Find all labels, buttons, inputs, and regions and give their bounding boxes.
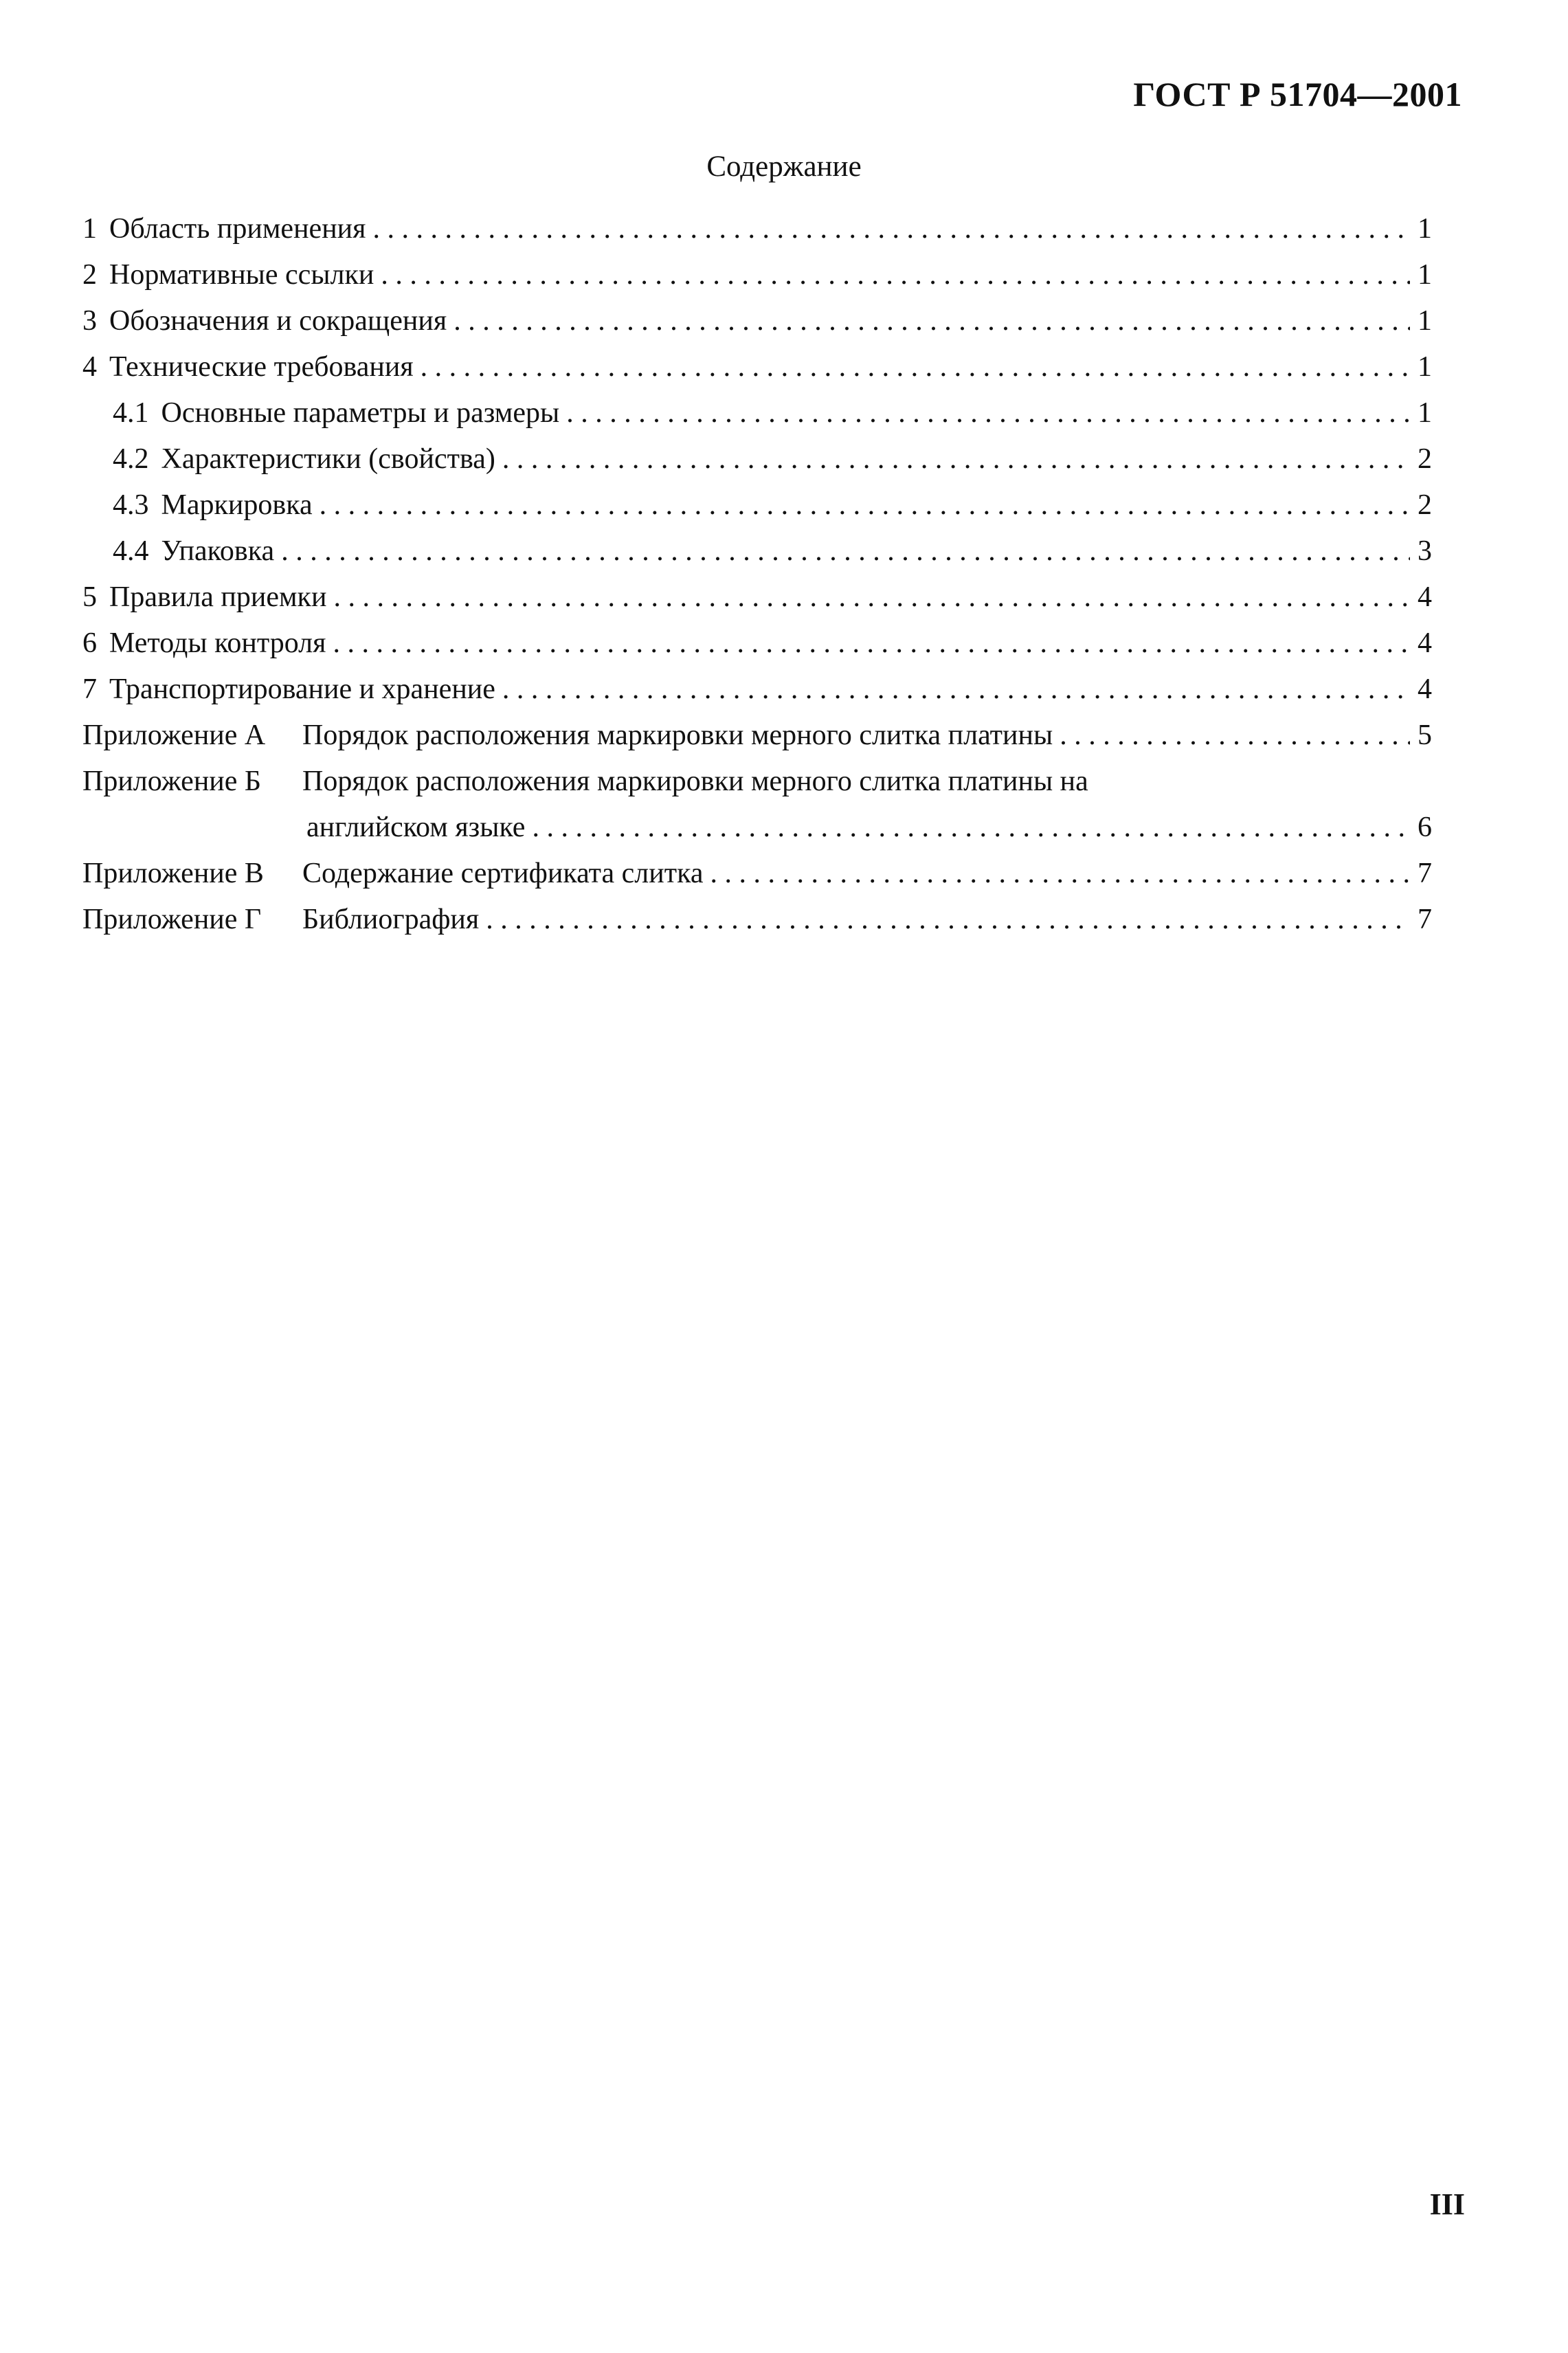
appendix-prefix: Приложение В xyxy=(82,858,264,889)
standard-code: ГОСТ Р 51704—2001 xyxy=(1133,75,1462,113)
toc-entry-2[interactable] xyxy=(82,258,1432,304)
dot-leader xyxy=(566,397,1410,430)
toc-entry-title: Обозначения и сокращения xyxy=(109,305,447,337)
dot-leader xyxy=(1060,719,1410,752)
toc-entry-page: 4 xyxy=(1418,627,1432,659)
toc-entry-4-1[interactable] xyxy=(82,397,1432,443)
toc-entry-4-3[interactable] xyxy=(82,489,1432,535)
toc-entry-number: 4.1 xyxy=(113,397,149,429)
toc-entry-page: 1 xyxy=(1418,259,1432,291)
toc-entry-number: 3 xyxy=(82,305,97,337)
toc-entry-title: Нормативные ссылки xyxy=(109,259,374,291)
toc-entry-title: Технические требования xyxy=(109,351,414,383)
toc-appendix-b-continuation[interactable] xyxy=(82,811,1432,857)
toc-entry-page: 1 xyxy=(1418,351,1432,383)
toc-entry-page: 1 xyxy=(1418,213,1432,245)
toc-entry-title: Основные параметры и размеры xyxy=(161,397,560,429)
dot-leader xyxy=(486,903,1410,936)
appendix-prefix: Приложение Б xyxy=(82,766,262,797)
toc-entry-page: 2 xyxy=(1418,443,1432,475)
toc-entry-page: 7 xyxy=(1418,858,1432,889)
toc-entry-title: Характеристики (свойства) xyxy=(161,443,495,475)
dot-leader xyxy=(381,258,1410,291)
toc-entry-page: 7 xyxy=(1418,904,1432,935)
appendix-title: Порядок расположения маркировки мерного слитка платины на xyxy=(302,766,1088,797)
appendix-title-continuation: английском языке xyxy=(306,812,526,843)
toc-entry-title: Транспортирование и хранение xyxy=(109,673,495,705)
toc-entry-number: 6 xyxy=(82,627,97,659)
toc-entry-number: 4 xyxy=(82,351,97,383)
toc-entry-3[interactable] xyxy=(82,304,1432,350)
toc-entry-number: 4.3 xyxy=(113,489,149,521)
toc-entry-title: Методы контроля xyxy=(109,627,326,659)
toc-entry-title: Область применения xyxy=(109,213,366,245)
toc-entry-4[interactable] xyxy=(82,350,1432,397)
table-of-contents xyxy=(82,212,1432,949)
toc-entry-4-2[interactable] xyxy=(82,443,1432,489)
toc-entry-number: 1 xyxy=(82,213,97,245)
dot-leader xyxy=(421,350,1410,383)
appendix-title: Библиография xyxy=(302,904,480,935)
dot-leader xyxy=(281,535,1410,568)
appendix-title: Содержание сертификата слитка xyxy=(302,858,704,889)
toc-entry-title: Маркировка xyxy=(161,489,313,521)
page-number: III xyxy=(1429,2187,1465,2221)
toc-entry-page: 1 xyxy=(1418,397,1432,429)
toc-entry-number: 5 xyxy=(82,581,97,613)
toc-appendix-a[interactable] xyxy=(82,719,1432,765)
toc-entry-page: 4 xyxy=(1418,581,1432,613)
toc-entry-page: 4 xyxy=(1418,673,1432,705)
dot-leader xyxy=(502,673,1410,706)
toc-entry-1[interactable] xyxy=(82,212,1432,258)
toc-entry-number: 4.2 xyxy=(113,443,149,475)
toc-entry-page: 6 xyxy=(1418,812,1432,843)
toc-appendix-b[interactable] xyxy=(82,765,1432,811)
toc-entry-number: 4.4 xyxy=(113,535,149,567)
toc-entry-page: 5 xyxy=(1418,720,1432,751)
dot-leader xyxy=(532,811,1410,844)
dot-leader xyxy=(372,212,1410,245)
appendix-prefix: Приложение Г xyxy=(82,904,262,935)
toc-entry-page: 2 xyxy=(1418,489,1432,521)
appendix-title: Порядок расположения маркировки мерного слитка платины xyxy=(302,720,1053,751)
dot-leader xyxy=(333,627,1410,660)
dot-leader xyxy=(453,304,1410,337)
appendix-prefix: Приложение А xyxy=(82,720,266,751)
toc-entry-page: 3 xyxy=(1418,535,1432,567)
toc-entry-4-4[interactable] xyxy=(82,535,1432,581)
dot-leader xyxy=(502,443,1410,476)
toc-appendix-v[interactable] xyxy=(82,857,1432,903)
toc-entry-6[interactable] xyxy=(82,627,1432,673)
toc-entry-7[interactable] xyxy=(82,673,1432,719)
toc-appendix-g[interactable] xyxy=(82,903,1432,949)
toc-title: Содержание xyxy=(706,150,862,183)
toc-entry-title: Упаковка xyxy=(161,535,275,567)
toc-entry-title: Правила приемки xyxy=(109,581,327,613)
toc-entry-page: 1 xyxy=(1418,305,1432,337)
toc-entry-number: 7 xyxy=(82,673,97,705)
dot-leader xyxy=(320,489,1410,522)
toc-entry-number: 2 xyxy=(82,259,97,291)
dot-leader xyxy=(333,581,1410,614)
toc-entry-5[interactable] xyxy=(82,581,1432,627)
dot-leader xyxy=(710,857,1410,890)
